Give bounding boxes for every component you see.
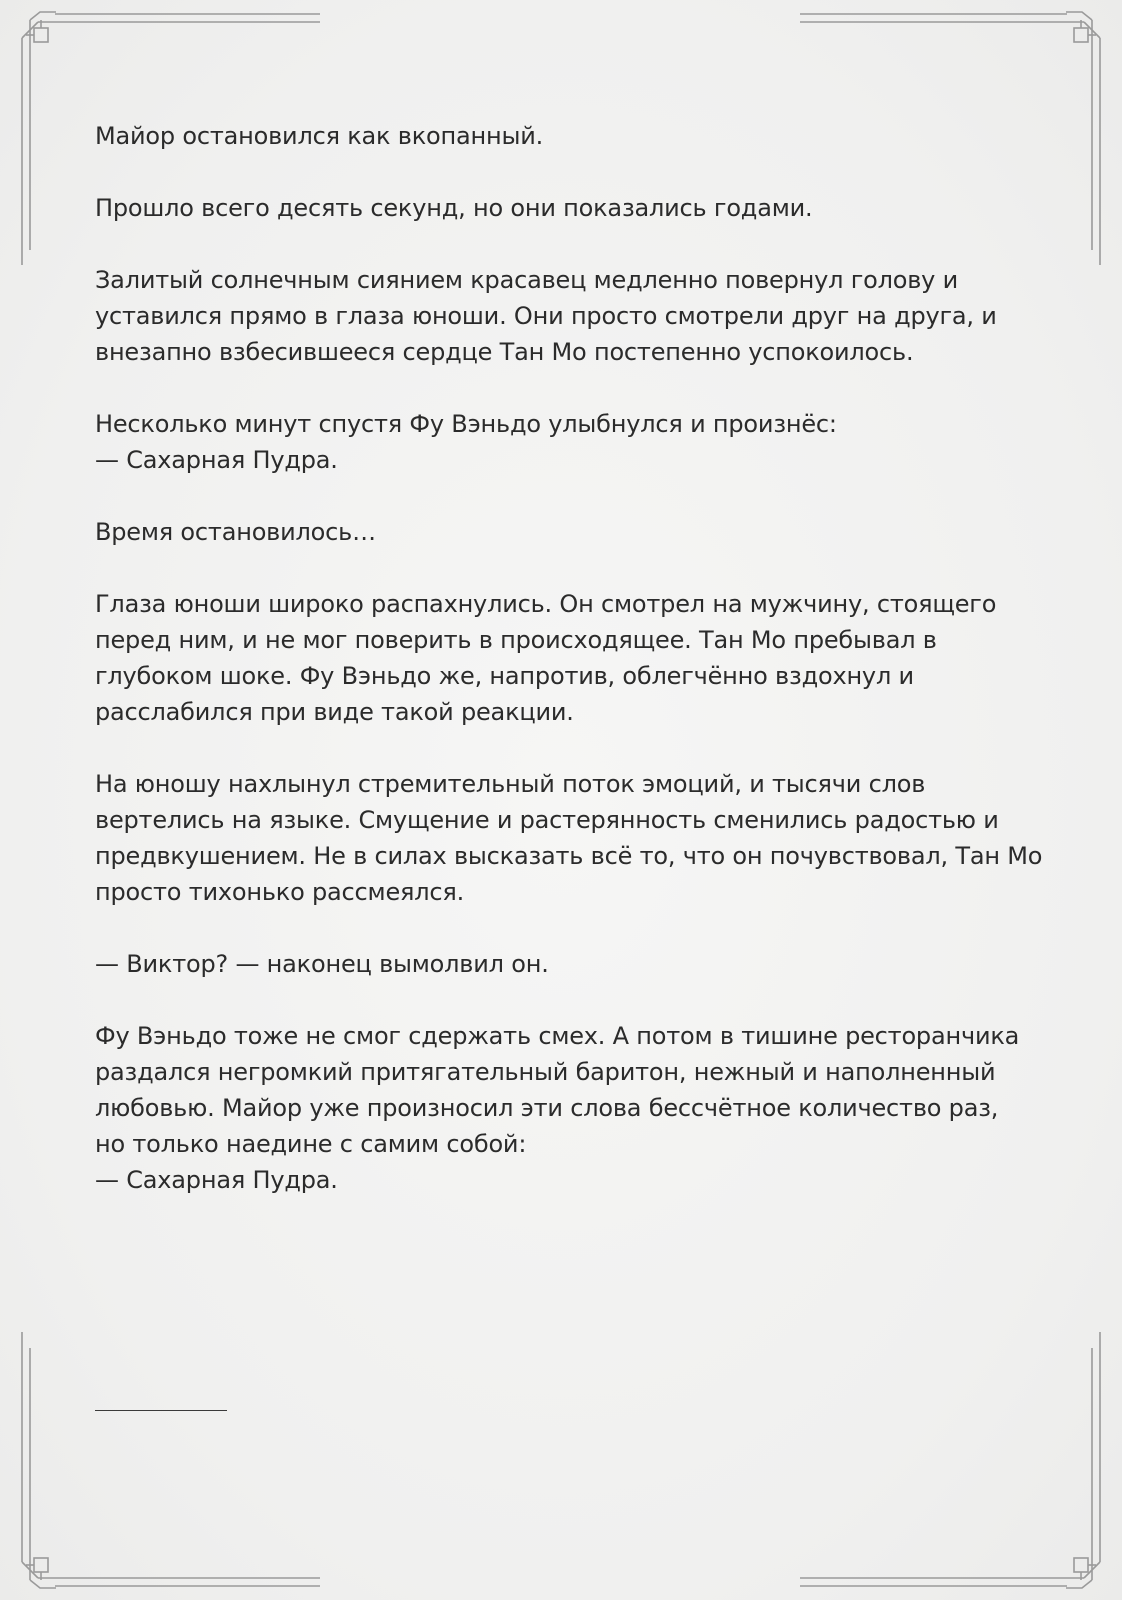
- text-line: — Сахарная Пудра.: [95, 446, 338, 474]
- text-line: Глаза юноши широко распахнулись. Он смотрел на мужчину, стоящего: [95, 590, 997, 618]
- text-line: просто тихонько рассмеялся.: [95, 878, 465, 906]
- paragraph: [95, 946, 1025, 982]
- paragraph: [95, 190, 1025, 226]
- text-line: уставился прямо в глаза юноши. Они просто смотрели друг на друга, и: [95, 302, 997, 330]
- text-line: предвкушением. Не в силах высказать всё то, что он почувствовал, Тан Мо: [95, 842, 1043, 870]
- frame-corner-bottom-left: [22, 1332, 320, 1588]
- text-line: Залитый солнечным сиянием красавец медленно повернул голову и: [95, 266, 958, 294]
- text-line: Несколько минут спустя Фу Вэньдо улыбнулся и произнёс:: [95, 410, 837, 438]
- text-line: Прошло всего десять секунд, но они показались годами.: [95, 194, 813, 222]
- text-line: любовью. Майор уже произносил эти слова бессчётное количество раз,: [95, 1094, 999, 1122]
- paragraph: [95, 514, 1025, 550]
- text-line: расслабился при виде такой реакции.: [95, 698, 574, 726]
- text-line: перед ним, и не мог поверить в происходящее. Тан Мо пребывал в: [95, 626, 937, 654]
- paragraph: [95, 766, 1043, 910]
- document-body: [95, 118, 1043, 1234]
- text-line: раздался негромкий притягательный баритон, нежный и наполненный: [95, 1058, 996, 1086]
- paragraph: [95, 586, 1025, 730]
- text-line: — Сахарная Пудра.: [95, 1166, 338, 1194]
- paragraph: [95, 118, 1025, 154]
- text-line: Время остановилось…: [95, 518, 376, 546]
- footnote-separator: [95, 1410, 227, 1411]
- paragraph: [95, 262, 1025, 370]
- paragraph: [95, 406, 1025, 478]
- text-line: Фу Вэньдо тоже не смог сдержать смех. А потом в тишине ресторанчика: [95, 1022, 1020, 1050]
- text-line: вертелись на языке. Смущение и растерянность сменились радостью и: [95, 806, 999, 834]
- text-line: — Виктор? — наконец вымолвил он.: [95, 950, 549, 978]
- text-line: глубоком шоке. Фу Вэньдо же, напротив, облегчённо вздохнул и: [95, 662, 914, 690]
- text-line: На юношу нахлынул стремительный поток эмоций, и тысячи слов: [95, 770, 926, 798]
- frame-corner-bottom-right: [800, 1332, 1100, 1588]
- text-line: но только наедине с самим собой:: [95, 1130, 527, 1158]
- text-line: внезапно взбесившееся сердце Тан Мо постепенно успокоилось.: [95, 338, 914, 366]
- paragraph: [95, 1018, 1025, 1198]
- text-line: Майор остановился как вкопанный.: [95, 122, 544, 150]
